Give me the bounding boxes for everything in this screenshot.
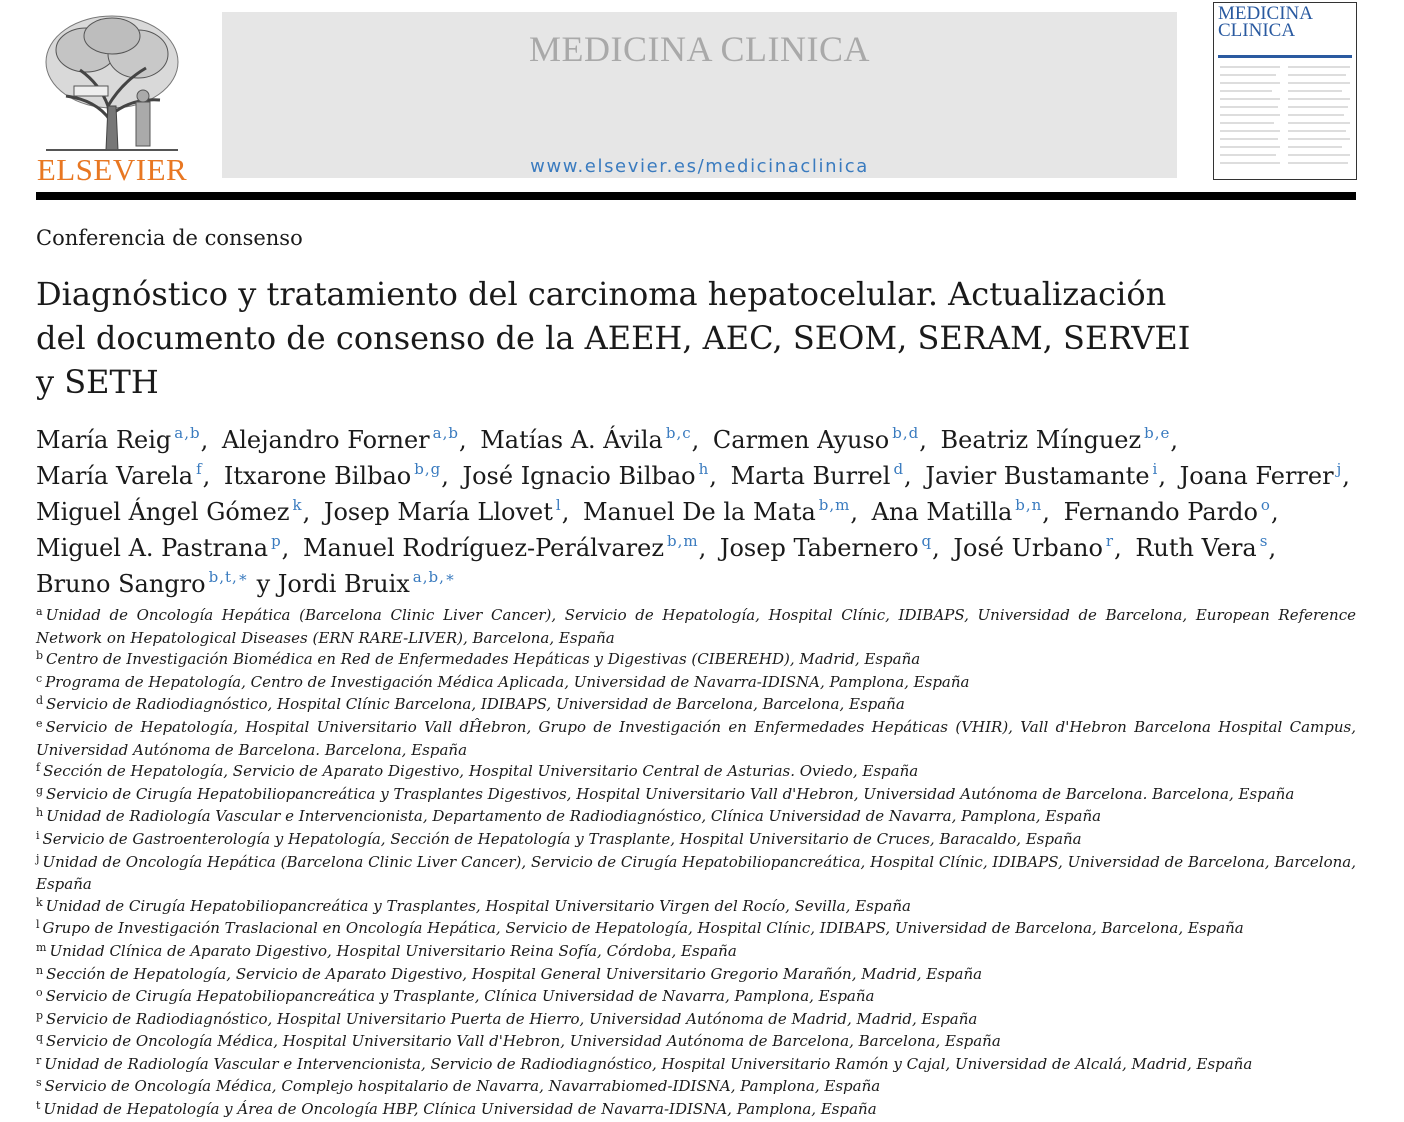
author-name-text: Matías A. Ávila <box>480 426 663 454</box>
author-separator: , <box>691 426 700 454</box>
affiliation-item <box>36 918 1356 941</box>
author-affiliation-link[interactable]: h <box>698 460 710 478</box>
author-affiliation-link[interactable]: o <box>1260 496 1271 514</box>
author-name-text: Joana Ferrer <box>1179 462 1334 490</box>
author-name <box>36 426 214 454</box>
affiliation-text: Servicio de Cirugía Hepatobiliopancreática y Trasplantes Digestivos, Hospital Universitario Vall d'Hebron, Universidad Autónoma de Barcelona. Barcelona, España <box>46 784 1295 803</box>
elsevier-wordmark: ELSEVIER <box>36 152 188 187</box>
author-name <box>1180 462 1356 490</box>
affiliation-item <box>36 852 1356 896</box>
journal-cover-thumbnail <box>1213 2 1357 180</box>
author-name <box>462 462 722 490</box>
journal-url-link[interactable]: www.elsevier.es/medicinaclinica <box>530 156 869 177</box>
author-affiliation-link[interactable]: l <box>555 496 562 514</box>
affiliation-item <box>36 717 1356 761</box>
affiliation-item <box>36 806 1356 829</box>
affiliation-item <box>36 784 1356 807</box>
author-separator: , <box>1270 498 1279 526</box>
affiliation-text: Servicio de Gastroenterología y Hepatología, Sección de Hepatología y Trasplante, Hospital Universitario de Cruces, Baracaldo, España <box>42 829 1082 848</box>
affiliation-text: Unidad de Radiología Vascular e Intervencionista, Servicio de Radiodiagnóstico, Hospital Universitario Ramón y Cajal, Universidad de Alcalá, Madrid, España <box>44 1054 1253 1073</box>
affiliation-text: Centro de Investigación Biomédica en Red de Enfermedades Hepáticas y Digestivas (CIBEREHD), Madrid, España <box>46 650 921 669</box>
affiliation-item <box>36 694 1356 717</box>
affiliation-item <box>36 1099 1356 1122</box>
author-affiliation-link[interactable]: p <box>271 532 282 550</box>
author-name <box>303 534 712 562</box>
author-name <box>257 570 456 598</box>
author-name-text: Carmen Ayuso <box>712 426 890 454</box>
author-affiliation-link[interactable]: a,b <box>174 424 201 442</box>
affiliation-item <box>36 761 1356 784</box>
author-name <box>583 498 864 526</box>
affiliation-letter: q <box>36 1031 44 1045</box>
author-name <box>953 534 1127 562</box>
author-separator: , <box>1158 462 1166 490</box>
affiliation-letter: s <box>36 1076 42 1090</box>
author-name-text: Josep Tabernero <box>719 534 919 562</box>
affiliation-text: Servicio de Radiodiagnóstico, Hospital Clínic Barcelona, IDIBAPS, Universidad de Barcelona, Barcelona, España <box>46 695 905 714</box>
elsevier-logo <box>36 10 188 187</box>
affiliation-text: Unidad de Hepatología y Área de Oncología HBP, Clínica Universidad de Navarra-IDISNA, Pamplona, España <box>43 1100 877 1119</box>
author-affiliation-link[interactable]: a,b,∗ <box>412 568 457 586</box>
author-separator: , <box>904 462 912 490</box>
author-name-text: Manuel Rodríguez-Perálvarez <box>302 534 664 562</box>
affiliation-text: Programa de Hepatología, Centro de Investigación Médica Aplicada, Universidad de Navarra-IDISNA, Pamplona, España <box>45 672 970 691</box>
author-affiliation-link[interactable]: b,g <box>414 460 442 478</box>
author-name-text: José Urbano <box>953 534 1103 562</box>
author-name-text: Miguel A. Pastrana <box>36 534 269 562</box>
affiliation-letter: t <box>36 1099 41 1113</box>
author-affiliation-link[interactable]: b,d <box>892 424 920 442</box>
affiliation-text: Sección de Hepatología, Servicio de Aparato Digestivo, Hospital Universitario Central de Asturias. Oviedo, España <box>43 762 919 781</box>
affiliation-letter: j <box>36 851 40 865</box>
author-name-text: Miguel Ángel Gómez <box>36 498 290 526</box>
tree-icon <box>36 10 188 152</box>
author-name-text: Josep María Llovet <box>323 498 553 526</box>
affiliation-text: Unidad Clínica de Aparato Digestivo, Hospital Universitario Reina Sofía, Córdoba, España <box>49 941 737 960</box>
author-affiliation-link[interactable]: i <box>1152 460 1159 478</box>
affiliation-text: Unidad de Radiología Vascular e Intervencionista, Departamento de Radiodiagnóstico, Clínica Universidad de Navarra, Pamplona, España <box>46 807 1102 826</box>
author-name-text: Alejandro Forner <box>221 426 430 454</box>
author-name-text: María Reig <box>36 426 172 454</box>
affiliation-item <box>36 1054 1356 1077</box>
author-affiliation-link[interactable]: b,e <box>1144 424 1171 442</box>
affiliation-letter: b <box>36 649 44 663</box>
affiliation-letter: h <box>36 806 44 820</box>
author-name-text: Beatriz Mínguez <box>940 426 1142 454</box>
author-separator: , <box>698 534 707 562</box>
author-separator: , <box>441 462 449 490</box>
author-affiliation-link[interactable]: s <box>1259 532 1269 550</box>
author-name-text: y Jordi Bruix <box>256 570 410 598</box>
cover-contents-lines <box>1218 63 1352 173</box>
affiliation-text: Servicio de Cirugía Hepatobiliopancreática y Trasplante, Clínica Universidad de Navarra, Pamplona, España <box>45 987 875 1006</box>
author-name <box>222 426 473 454</box>
affiliation-text: Servicio de Radiodiagnóstico, Hospital Universitario Puerta de Hierro, Universidad Autónoma de Madrid, Madrid, España <box>46 1009 978 1028</box>
author-name <box>713 426 933 454</box>
affiliation-item <box>36 1009 1356 1032</box>
author-name <box>36 570 249 598</box>
author-affiliation-link[interactable]: q <box>921 532 933 550</box>
author-separator: , <box>850 498 859 526</box>
affiliation-text: Unidad de Cirugía Hepatobiliopancreática y Trasplantes, Hospital Universitario Virgen del Rocío, Sevilla, España <box>45 896 911 915</box>
author-affiliation-link[interactable]: k <box>292 496 303 514</box>
affiliation-text: Servicio de Oncología Médica, Complejo hospitalario de Navarra, Navarrabiomed-IDISNA, Pamplona, España <box>44 1077 881 1096</box>
author-name <box>36 462 216 490</box>
author-name <box>36 534 295 562</box>
author-name <box>36 498 316 526</box>
journal-banner-title: MEDICINA CLINICA <box>529 29 870 69</box>
affiliation-text: Servicio de Oncología Médica, Hospital Universitario Vall d'Hebron, Universidad Autónoma de Barcelona, Barcelona, España <box>46 1032 1001 1051</box>
author-name <box>925 462 1172 490</box>
affiliation-item <box>36 672 1356 695</box>
author-name-text: Bruno Sangro <box>36 570 206 598</box>
author-affiliation-link[interactable]: b,t,∗ <box>208 568 249 586</box>
affiliation-letter: g <box>36 783 44 797</box>
author-name-text: Itxarone Bilbao <box>223 462 412 490</box>
author-name <box>720 534 946 562</box>
affiliation-letter: l <box>36 918 40 932</box>
affiliation-letter: m <box>36 940 47 954</box>
author-name <box>324 498 575 526</box>
affiliation-letter: p <box>36 1008 44 1022</box>
author-name-text: Manuel De la Mata <box>582 498 816 526</box>
affiliation-letter: n <box>36 963 44 977</box>
affiliation-letter: c <box>36 671 43 685</box>
affiliation-text: Sección de Hepatología, Servicio de Aparato Digestivo, Hospital General Universitario Gregorio Marañón, Madrid, España <box>46 964 983 983</box>
affiliation-letter: r <box>36 1053 42 1067</box>
author-affiliation-link[interactable]: f <box>196 460 203 478</box>
author-affiliation-link[interactable]: b,n <box>1015 496 1043 514</box>
author-name <box>480 426 705 454</box>
affiliation-item <box>36 829 1356 852</box>
author-separator: , <box>1170 426 1179 454</box>
affiliation-text: Servicio de Hepatología, Hospital Universitario Vall dĤebron, Grupo de Investigación en Enfermedades Hepáticas (VHIR), Vall d'Hebron Barcelona Hospital Campus, Universidad Autónoma de Barcelona. Barcelona, España <box>36 717 1356 759</box>
affiliation-item <box>36 986 1356 1009</box>
cover-title: MEDICINA CLINICA <box>1218 3 1313 41</box>
author-separator: , <box>1342 462 1350 490</box>
affiliation-letter: o <box>36 986 43 1000</box>
affiliation-text: Grupo de Investigación Traslacional en Oncología Hepática, Servicio de Hepatología, Hospital Clínic, IDIBAPS, Universidad de Barcelona, Barcelona, España <box>42 919 1244 938</box>
author-separator: , <box>202 462 211 490</box>
affiliation-item <box>36 605 1356 649</box>
affiliation-list <box>36 605 1356 1122</box>
author-affiliation-link[interactable]: d <box>893 460 905 478</box>
affiliation-letter: e <box>36 716 43 730</box>
affiliation-item <box>36 1031 1356 1054</box>
author-separator: , <box>458 426 467 454</box>
author-separator: , <box>1268 534 1277 562</box>
journal-banner <box>222 12 1177 178</box>
author-affiliation-link[interactable]: j <box>1336 460 1343 478</box>
author-affiliation-link[interactable]: b,c <box>665 424 692 442</box>
author-separator: , <box>919 426 927 454</box>
author-name <box>941 426 1184 454</box>
author-affiliation-link[interactable]: r <box>1105 532 1115 550</box>
author-affiliation-link[interactable]: b,m <box>818 496 851 514</box>
author-affiliation-link[interactable]: a,b <box>432 424 459 442</box>
affiliation-letter: a <box>36 605 43 618</box>
affiliation-letter: k <box>36 895 43 909</box>
author-list <box>36 424 1366 604</box>
affiliation-item <box>36 649 1356 672</box>
affiliation-item <box>36 896 1356 919</box>
affiliation-letter: d <box>36 694 44 708</box>
author-name <box>1135 534 1282 562</box>
author-name-text: Fernando Pardo <box>1063 498 1258 526</box>
author-name <box>731 462 918 490</box>
author-name-text: Ana Matilla <box>871 498 1013 526</box>
author-separator: , <box>1114 534 1122 562</box>
author-name <box>224 462 455 490</box>
header-rule <box>36 192 1356 200</box>
author-separator: , <box>302 498 311 526</box>
affiliation-text: Unidad de Oncología Hepática (Barcelona Clinic Liver Cancer), Servicio de Cirugía Hepatobiliopancreática, Hospital Clínic, IDIBAPS, Universidad de Barcelona, Barcelona, España <box>36 852 1356 894</box>
affiliation-letter: f <box>36 761 41 775</box>
author-name <box>1064 498 1285 526</box>
author-name <box>872 498 1056 526</box>
author-separator: , <box>281 534 290 562</box>
author-name-text: José Ignacio Bilbao <box>462 462 696 490</box>
author-name-text: Ruth Vera <box>1135 534 1257 562</box>
article-title: Diagnóstico y tratamiento del carcinoma hepatocelular. Actualización del documento de consenso de la AEEH, AEC, SEOM, SERAM, SERVEI y SETH <box>36 275 1191 401</box>
author-separator: , <box>561 498 570 526</box>
article-type: Conferencia de consenso <box>36 226 303 250</box>
author-name-text: María Varela <box>36 462 194 490</box>
author-name-text: Javier Bustamante <box>925 462 1150 490</box>
author-separator: , <box>932 534 940 562</box>
affiliation-item <box>36 941 1356 964</box>
affiliation-text: Unidad de Oncología Hepática (Barcelona Clinic Liver Cancer), Servicio de Hepatología, Hospital Clínic, IDIBAPS, Universidad de Barcelona, European Reference Network on Hepatological Diseases (ERN RARE-LIVER), Barcelona, España <box>36 606 1356 647</box>
author-affiliation-link[interactable]: b,m <box>666 532 699 550</box>
cover-rule <box>1218 55 1352 58</box>
affiliation-letter: i <box>36 828 40 842</box>
author-separator: , <box>1042 498 1050 526</box>
author-separator: , <box>200 426 209 454</box>
affiliation-item <box>36 964 1356 987</box>
author-separator: , <box>709 462 717 490</box>
author-name-text: Marta Burrel <box>730 462 891 490</box>
